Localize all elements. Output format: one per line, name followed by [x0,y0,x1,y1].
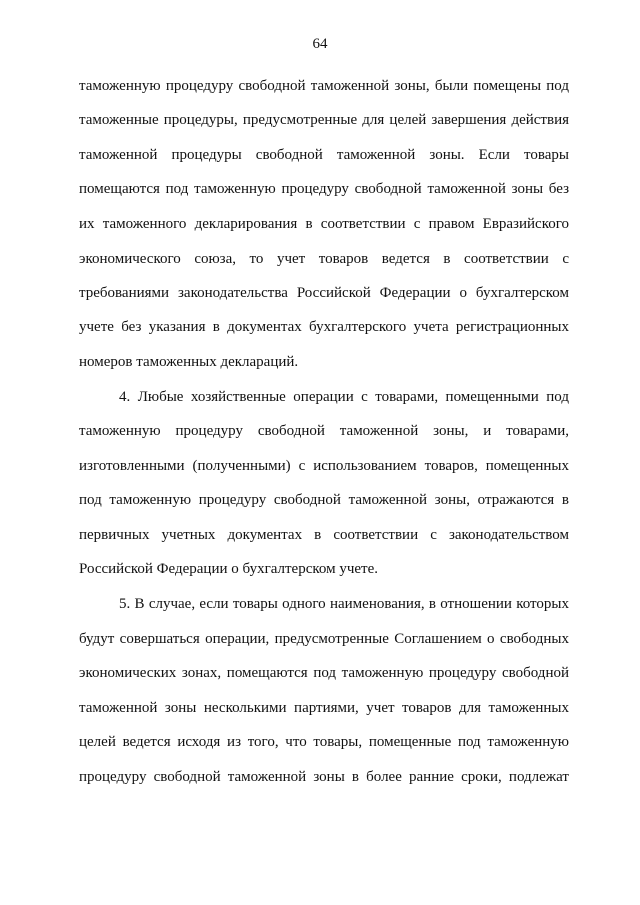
text-line: таможенные процедуры, предусмотренные для целей завершения действия [79,112,569,128]
text-line: первичных учетных документах в соответствии с законодательством [79,527,569,543]
text-line: их таможенного декларирования в соответствии с правом Евразийского [79,216,569,232]
text-line: целей ведется исходя из того, что товары, помещенные под таможенную [79,734,569,750]
text-line: таможенную процедуру свободной таможенной зоны, были помещены под [79,78,569,94]
text-line: помещаются под таможенную процедуру свободной таможенной зоны без [79,181,569,197]
paragraph-5-first-line: 5. В случае, если товары одного наименования, в отношении которых [119,596,569,612]
text-line: требованиями законодательства Российской Федерации о бухгалтерском [79,285,569,301]
text-line: таможенной зоны несколькими партиями, учет товаров для таможенных [79,700,569,716]
paragraph-4-first-line: 4. Любые хозяйственные операции с товарами, помещенными под [119,389,569,405]
text-line: Российской Федерации о бухгалтерском учете. [79,561,379,577]
text-line: процедуру свободной таможенной зоны в более ранние сроки, подлежат [79,769,569,785]
text-line: таможенную процедуру свободной таможенной зоны, и товарами, [79,423,569,439]
text-line: экономического союза, то учет товаров ведется в соответствии с [79,251,569,267]
text-line: экономических зонах, помещаются под таможенную процедуру свободной [79,665,569,681]
text-line: таможенной процедуры свободной таможенной зоны. Если товары [79,147,569,163]
text-line: учете без указания в документах бухгалтерского учета регистрационных [79,319,569,335]
text-line: номеров таможенных деклараций. [79,354,299,370]
text-line: под таможенную процедуру свободной таможенной зоны, отражаются в [79,492,569,508]
text-line: изготовленными (полученными) с использованием товаров, помещенных [79,458,569,474]
page-number: 64 [312,36,328,52]
text-line: будут совершаться операции, предусмотренные Соглашением о свободных [79,631,569,647]
